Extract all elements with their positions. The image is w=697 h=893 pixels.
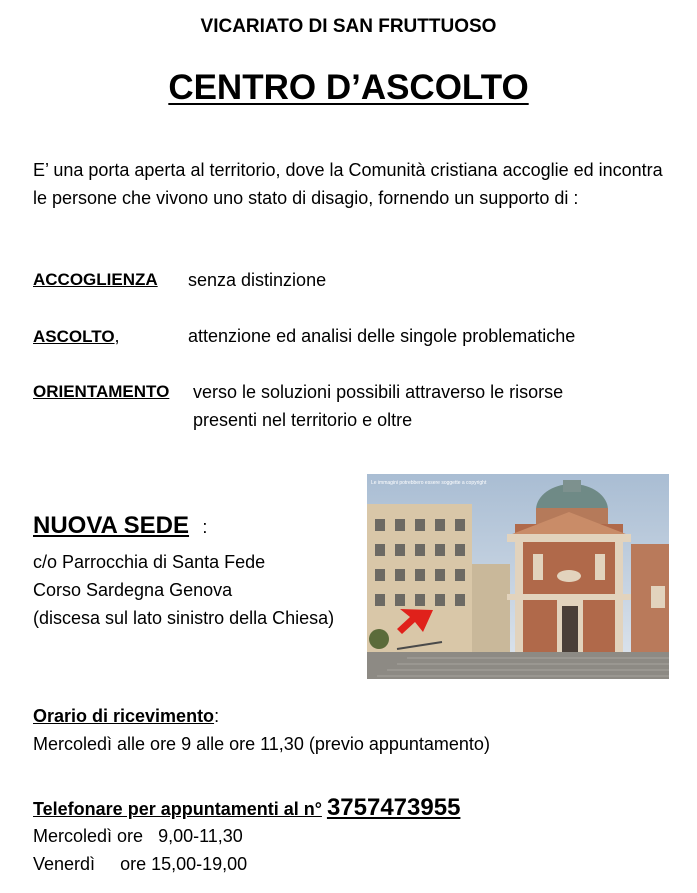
service-ascolto [33,326,120,347]
service-orientamento-text-2: presenti nel territorio e oltre [193,410,413,430]
sede-line: c/o Parrocchia di Santa Fede [33,552,266,572]
schedule-row [33,826,243,847]
schedule-day: Venerdì [33,854,96,874]
schedule-hours: ore 15,00-19,00 [120,854,248,874]
photo-caption: Le immagini potrebbero essere soggette a copyright [371,480,487,486]
orario-label [33,706,219,727]
sede-colon: : [202,517,208,537]
service-accoglienza [33,270,158,290]
telefono-label [33,794,460,822]
service-key: ACCOGLIENZA [33,270,158,289]
service-suffix: , [114,326,120,346]
sede-line: (discesa sul lato sinistro della Chiesa) [33,608,335,628]
vicariate-header: VICARIATO DI SAN FRUTTUOSO [200,16,497,37]
page-title [0,68,697,108]
sede-title-text: NUOVA SEDE [33,512,190,539]
service-ascolto-text: attenzione ed analisi delle singole problematiche [188,326,576,346]
orario-text: Mercoledì alle ore 9 alle ore 11,30 (previo appuntamento) [33,734,490,754]
orario-colon: : [214,706,220,726]
orario-label-text: Orario di ricevimento [33,706,215,726]
sede-title [33,512,207,540]
service-accoglienza-text: senza distinzione [188,270,327,290]
schedule-row [33,854,247,875]
sede-line: Corso Sardegna Genova [33,580,233,600]
telefono-label-text: Telefonare per appuntamenti al n° [33,799,322,819]
phone-number: 3757473955 [326,794,461,821]
service-key: ASCOLTO [33,327,115,346]
schedule-day: Mercoledì ore [33,826,144,846]
sede-address [33,548,334,632]
page-title-text: CENTRO D’ASCOLTO [168,68,529,107]
service-key: ORIENTAMENTO [33,382,170,401]
church-photo [367,474,669,679]
service-orientamento [33,382,169,402]
service-orientamento-text: verso le soluzioni possibili attraverso le risorse [193,382,564,402]
intro-paragraph: E’ una porta aperta al territorio, dove la Comunità cristiana accoglie ed incontra le persone che vivono uno stato di disagio, fornendo un supporto di : [33,160,663,208]
schedule-hours: 9,00-11,30 [158,826,243,846]
